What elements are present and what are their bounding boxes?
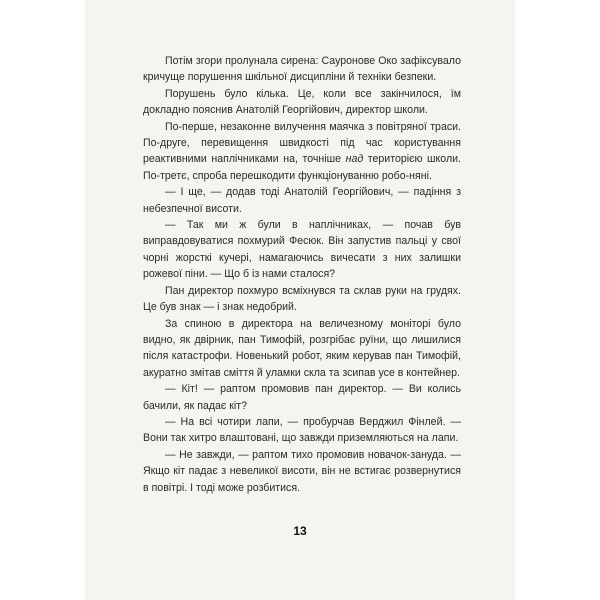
page-number: 13 — [293, 524, 307, 538]
paragraph — [143, 283, 461, 316]
paragraph — [143, 86, 461, 119]
paragraph-text: — Так ми ж були в наплічниках, — почав був виправдовуватися похмурий Фесюк. Він запустив пальці у свої чорні жорсткі кучері, намагаючись вичесати з них залишки рожевої піни. — Що б із нами сталося? — [143, 219, 461, 281]
paragraph — [143, 184, 461, 217]
paragraph — [143, 119, 461, 185]
paragraph-text: — Кіт! — раптом промовив пан директор. — Ви колись бачили, як падає кіт? — [143, 383, 461, 412]
paragraph-text: За спиною в директора на величезному моніторі було видно, як двірник, пан Тимофій, розгрібає руїни, що лишилися після катастрофи. Новенький робот, яким керував пан Тимофій, акуратно змітав сміття й уламки скла та зсипав усе в контейнер. — [143, 317, 461, 379]
paragraph — [143, 447, 461, 496]
paragraph-text: По-перше, незаконне вилучення маячка з повітряної траси. По-друге, перевищення швидкості під час користування реактивними наплічниками на, точніше — [143, 120, 461, 166]
paragraph — [143, 381, 461, 414]
paragraph-text: Пан директор похмуро всміхнувся та склав руки на грудях. Це був знак — і знак недобрий. — [143, 284, 461, 314]
paragraph-text: Порушень було кілька. Це, коли все закінчилося, їм докладно пояснив Анатолій Георгійович, директор школи. — [143, 87, 461, 117]
paragraph — [143, 53, 461, 86]
paragraph-text: — Не завжди, — раптом тихо промовив новачок-зануда. — Якщо кіт падає з невеликої висоти, він не встигає розвернутися в повітрі. І тоді може розбитися. — [143, 448, 461, 494]
paragraph-text: Потім згори пролунала сирена: Сауронове Око зафіксувало кричуще порушення шкільної дисципліни й техніки безпеки. — [143, 55, 461, 84]
paragraph-text: — На всі чотири лапи, — пробурчав Верджил Фінлей. — Вони так хитро влаштовані, що завжди приземляються на лапи. — [143, 415, 461, 445]
paragraph-text-continued: територією школи. По-третє, спроба перешкодити функціонуванню робо-няні. — [143, 153, 461, 182]
body-text — [143, 53, 461, 496]
paragraph — [143, 316, 461, 382]
paragraph — [143, 217, 461, 283]
paragraph — [143, 414, 461, 447]
book-page — [86, 0, 514, 600]
paragraph-text: — І ще, — додав тоді Анатолій Георгійович, — падіння з небезпечної висоти. — [143, 186, 461, 215]
emphasis-text: над — [345, 153, 364, 166]
